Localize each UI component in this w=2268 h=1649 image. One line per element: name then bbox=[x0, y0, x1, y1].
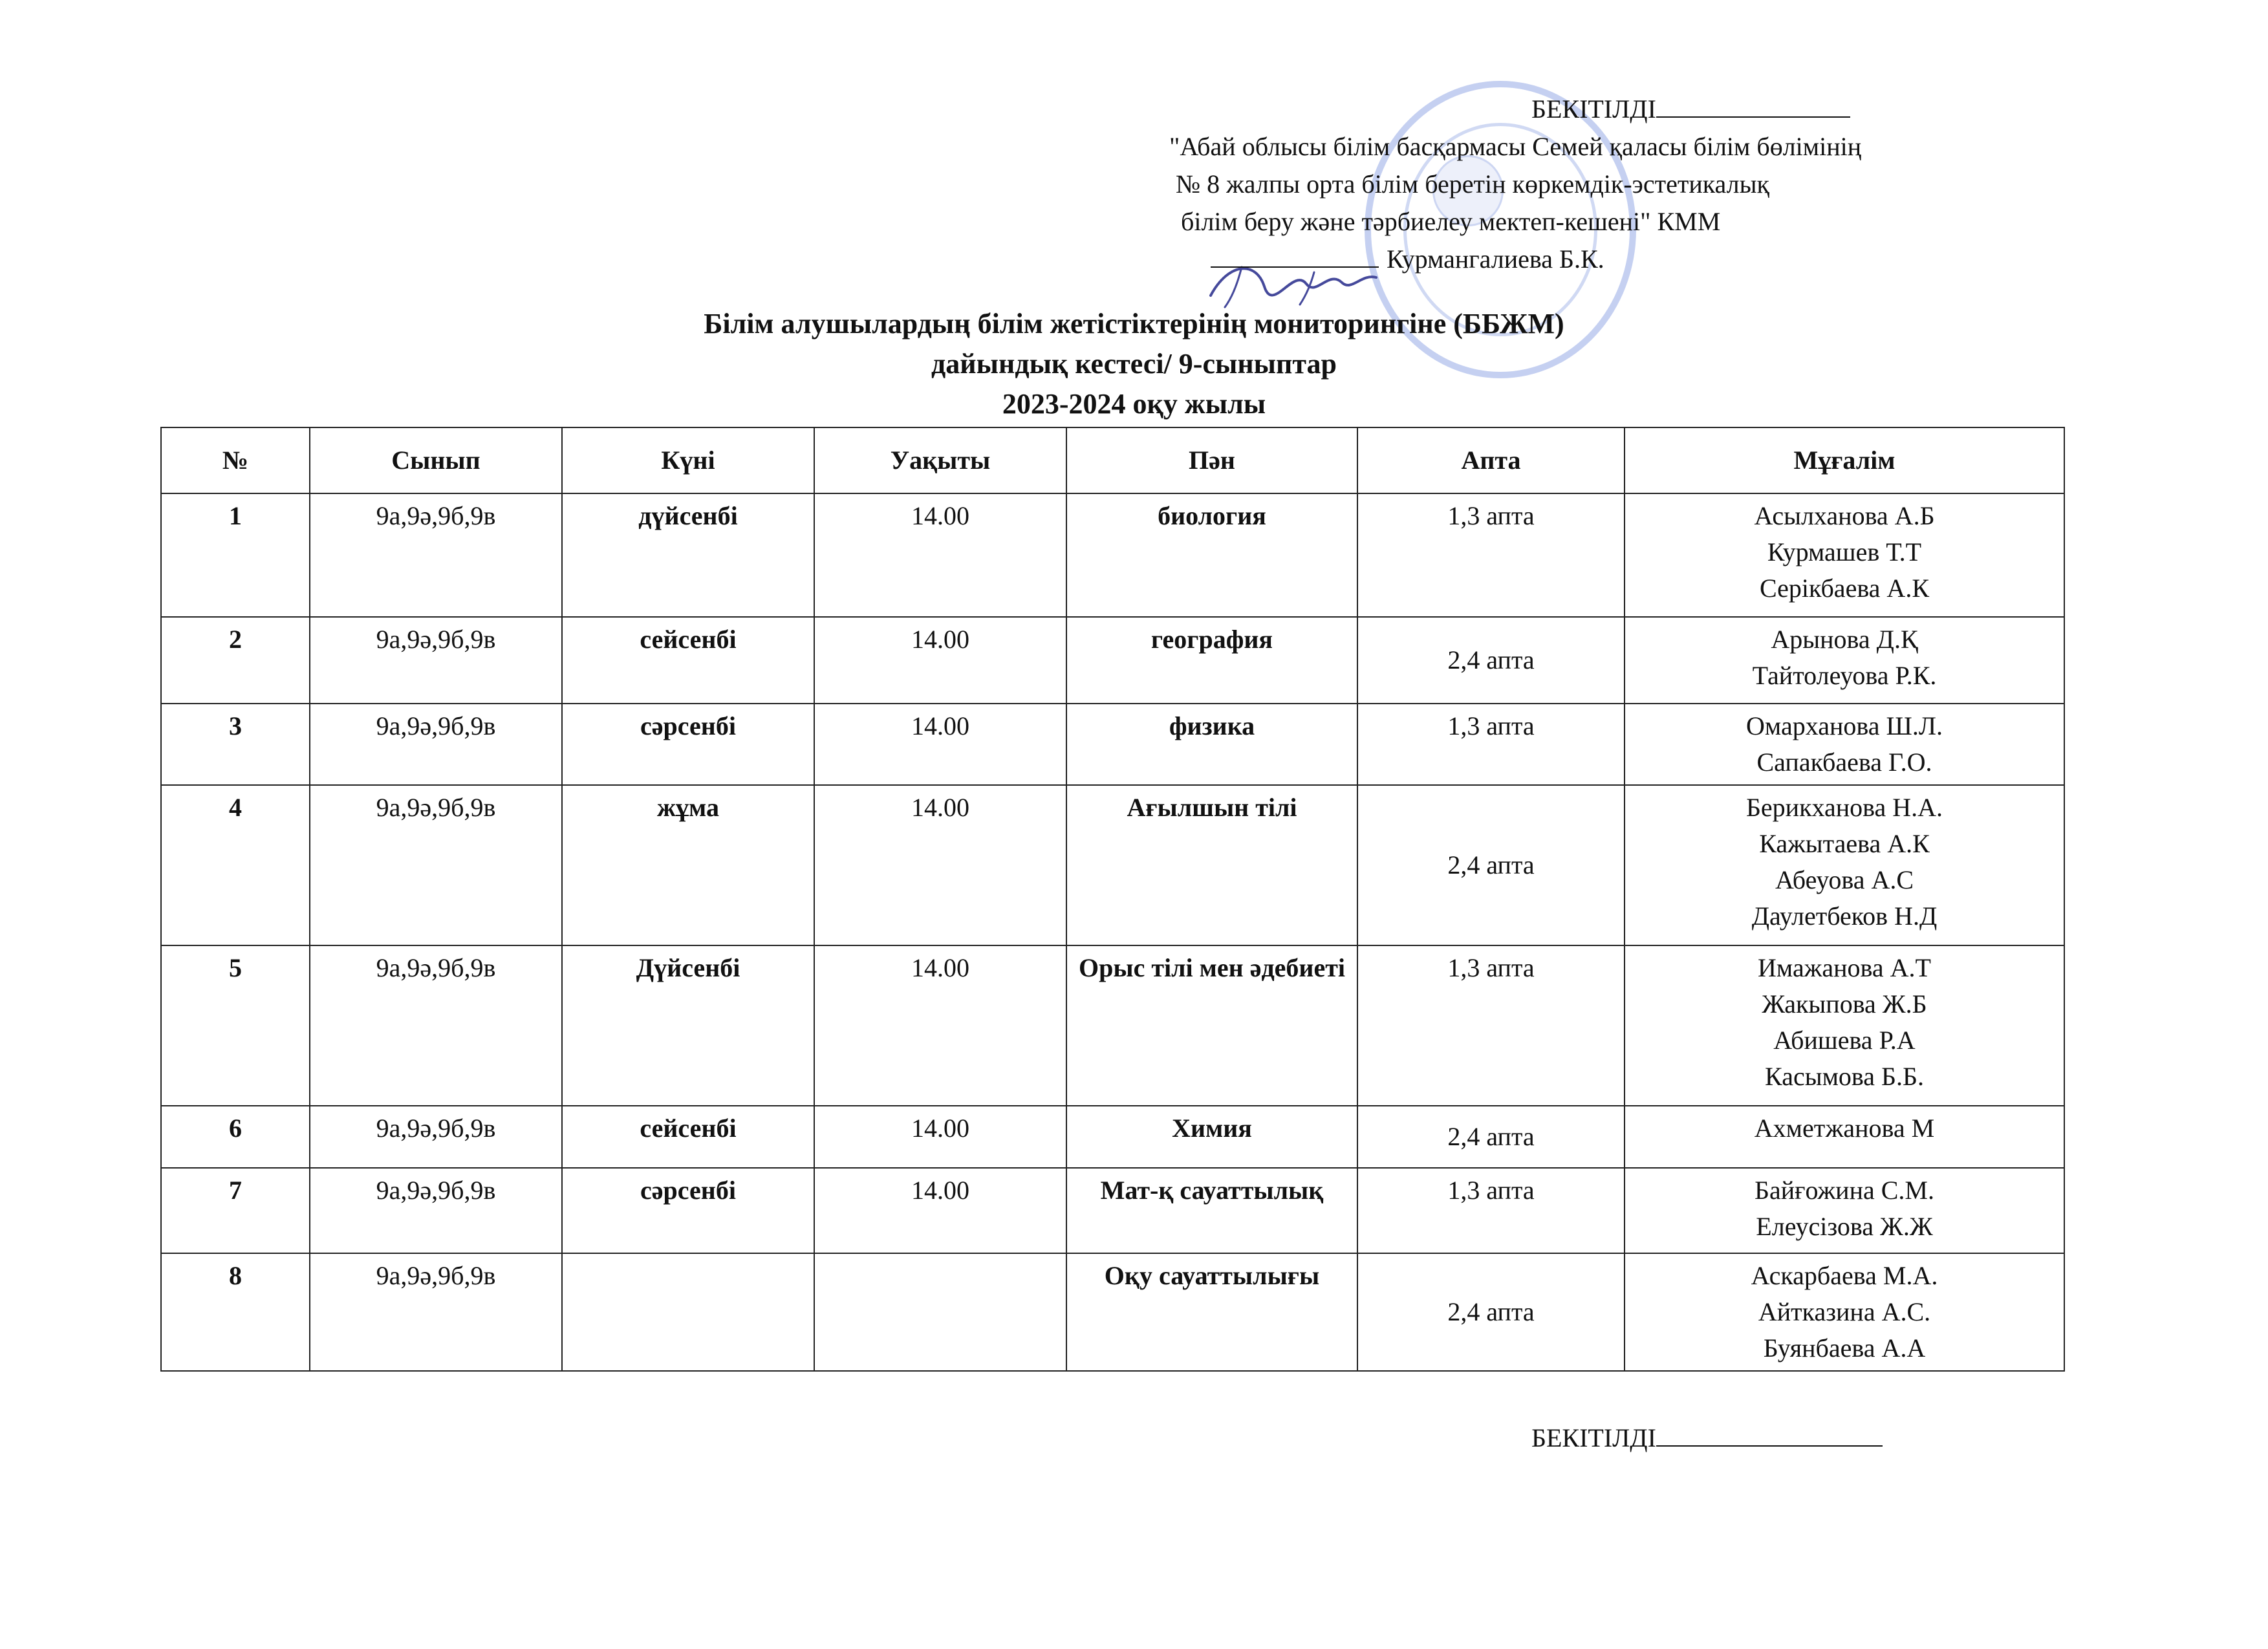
teacher-cell bbox=[1625, 1106, 2064, 1168]
teacher-name: Буянбаева А.А bbox=[1763, 1333, 1926, 1363]
week-cell: 2,4 апта bbox=[1357, 1106, 1625, 1168]
approval-heading-line bbox=[1164, 91, 2082, 128]
director-sign-underline bbox=[1211, 243, 1379, 268]
teacher-name: Курмашев Т.Т bbox=[1767, 537, 1922, 566]
teacher-cell bbox=[1625, 945, 2064, 1106]
row-number: 4 bbox=[161, 785, 310, 945]
header-number: № bbox=[161, 427, 310, 493]
day-cell: сейсенбі bbox=[562, 1106, 814, 1168]
teacher-name: Жакыпова Ж.Б bbox=[1762, 989, 1927, 1018]
day-cell bbox=[562, 1253, 814, 1371]
time-cell: 14.00 bbox=[814, 945, 1066, 1106]
title-line-2: дайындық кестесі/ 9-сыныптар bbox=[931, 348, 1337, 380]
time-cell: 14.00 bbox=[814, 617, 1066, 704]
row-number: 2 bbox=[161, 617, 310, 704]
week-cell: 2,4 апта bbox=[1357, 1253, 1625, 1371]
day-cell: дүйсенбі bbox=[562, 493, 814, 617]
footer-approval-title: БЕКІТІЛДІ bbox=[1531, 1423, 1656, 1452]
monitoring-schedule-table bbox=[160, 427, 2065, 1372]
week-cell: 1,3 апта bbox=[1357, 493, 1625, 617]
subject-cell: Ағылшын тілі bbox=[1066, 785, 1357, 945]
teacher-name: Касымова Б.Б. bbox=[1765, 1062, 1924, 1091]
time-cell: 14.00 bbox=[814, 1168, 1066, 1253]
teacher-name: Айтказина А.С. bbox=[1758, 1297, 1931, 1326]
footer-signature-line bbox=[1656, 1422, 1883, 1447]
day-cell: сәрсенбі bbox=[562, 704, 814, 785]
class-cell: 9а,9ә,9б,9в bbox=[310, 617, 562, 704]
table-header-row bbox=[161, 427, 2064, 493]
organization-line-2: № 8 жалпы орта білім беретін көркемдік-эстетикалық bbox=[1176, 169, 1769, 199]
director-name: Курмангалиева Б.К. bbox=[1387, 244, 1604, 274]
table-row bbox=[161, 617, 2064, 704]
header-class: Сынып bbox=[310, 427, 562, 493]
teacher-name: Абишева Р.А bbox=[1773, 1026, 1916, 1055]
table-row bbox=[161, 493, 2064, 617]
teacher-cell bbox=[1625, 1253, 2064, 1371]
header-week: Апта bbox=[1357, 427, 1625, 493]
time-cell: 14.00 bbox=[814, 1106, 1066, 1168]
teacher-name: Сапакбаева Г.О. bbox=[1756, 748, 1932, 777]
header-subject: Пән bbox=[1066, 427, 1357, 493]
title-line-3: 2023-2024 оқу жылы bbox=[1002, 388, 1266, 420]
class-cell: 9а,9ә,9б,9в bbox=[310, 1168, 562, 1253]
approval-title: БЕКІТІЛДІ bbox=[1531, 94, 1656, 124]
teacher-name: Елеусізова Ж.Ж bbox=[1756, 1212, 1933, 1241]
table-row bbox=[161, 945, 2064, 1106]
teacher-name: Омарханова Ш.Л. bbox=[1746, 711, 1943, 740]
teacher-cell bbox=[1625, 493, 2064, 617]
organization-line-1: "Абай облысы білім басқармасы Семей қаласы білім бөлімінің bbox=[1169, 132, 1862, 161]
row-number: 5 bbox=[161, 945, 310, 1106]
week-cell: 2,4 апта bbox=[1357, 785, 1625, 945]
header-teacher: Мұғалім bbox=[1625, 427, 2064, 493]
teacher-name: Кажытаева А.К bbox=[1759, 829, 1930, 858]
day-cell: сейсенбі bbox=[562, 617, 814, 704]
week-cell: 1,3 апта bbox=[1357, 945, 1625, 1106]
time-cell: 14.00 bbox=[814, 493, 1066, 617]
teacher-name: Берикханова Н.А. bbox=[1745, 793, 1943, 822]
row-number: 8 bbox=[161, 1253, 310, 1371]
teacher-name: Абеуова А.С bbox=[1775, 865, 1914, 894]
approval-block bbox=[1164, 91, 2082, 278]
class-cell: 9а,9ә,9б,9в bbox=[310, 493, 562, 617]
document-title bbox=[0, 304, 2268, 424]
class-cell: 9а,9ә,9б,9в bbox=[310, 1106, 562, 1168]
header-time: Уақыты bbox=[814, 427, 1066, 493]
teacher-name: Тайтолеуова Р.К. bbox=[1752, 661, 1937, 690]
director-signature-line bbox=[1164, 241, 2082, 278]
subject-cell: Оқу сауаттылығы bbox=[1066, 1253, 1357, 1371]
row-number: 7 bbox=[161, 1168, 310, 1253]
subject-cell: география bbox=[1066, 617, 1357, 704]
table-row bbox=[161, 785, 2064, 945]
organization-line-3: білім беру және тәрбиелеу мектеп-кешені" КММ bbox=[1181, 207, 1721, 236]
class-cell: 9а,9ә,9б,9в bbox=[310, 785, 562, 945]
footer-approval bbox=[1531, 1419, 1883, 1457]
subject-cell: физика bbox=[1066, 704, 1357, 785]
teacher-name: Асылханова А.Б bbox=[1754, 501, 1935, 530]
table-row bbox=[161, 1168, 2064, 1253]
subject-cell: Орыс тілі мен әдебиеті bbox=[1066, 945, 1357, 1106]
teacher-cell bbox=[1625, 1168, 2064, 1253]
day-cell: сәрсенбі bbox=[562, 1168, 814, 1253]
teacher-name: Имажанова А.Т bbox=[1758, 953, 1931, 982]
table-row bbox=[161, 1253, 2064, 1371]
teacher-name: Байғожина С.М. bbox=[1755, 1176, 1934, 1205]
subject-cell: Химия bbox=[1066, 1106, 1357, 1168]
week-cell: 1,3 апта bbox=[1357, 1168, 1625, 1253]
teacher-name: Арынова Д.Қ bbox=[1771, 625, 1918, 654]
subject-cell: Мат-қ сауаттылық bbox=[1066, 1168, 1357, 1253]
teacher-name: Аскарбаева М.А. bbox=[1751, 1261, 1938, 1290]
class-cell: 9а,9ә,9б,9в bbox=[310, 704, 562, 785]
table-row bbox=[161, 704, 2064, 785]
teacher-name: Ахметжанова М bbox=[1754, 1114, 1935, 1143]
subject-cell: биология bbox=[1066, 493, 1357, 617]
time-cell: 14.00 bbox=[814, 785, 1066, 945]
row-number: 3 bbox=[161, 704, 310, 785]
row-number: 1 bbox=[161, 493, 310, 617]
class-cell: 9а,9ә,9б,9в bbox=[310, 945, 562, 1106]
day-cell: жұма bbox=[562, 785, 814, 945]
header-day: Күні bbox=[562, 427, 814, 493]
week-cell: 1,3 апта bbox=[1357, 704, 1625, 785]
day-cell: Дүйсенбі bbox=[562, 945, 814, 1106]
teacher-cell bbox=[1625, 785, 2064, 945]
time-cell: 14.00 bbox=[814, 704, 1066, 785]
teacher-name: Серікбаева А.К bbox=[1759, 574, 1929, 603]
title-line-1: Білім алушылардың білім жетістіктерінің мониторингіне (ББЖМ) bbox=[704, 308, 1564, 339]
class-cell: 9а,9ә,9б,9в bbox=[310, 1253, 562, 1371]
time-cell bbox=[814, 1253, 1066, 1371]
table-row bbox=[161, 1106, 2064, 1168]
teacher-cell bbox=[1625, 617, 2064, 704]
week-cell: 2,4 апта bbox=[1357, 617, 1625, 704]
approval-signature-line bbox=[1656, 93, 1850, 118]
teacher-name: Даулетбеков Н.Д bbox=[1751, 901, 1938, 931]
teacher-cell bbox=[1625, 704, 2064, 785]
row-number: 6 bbox=[161, 1106, 310, 1168]
